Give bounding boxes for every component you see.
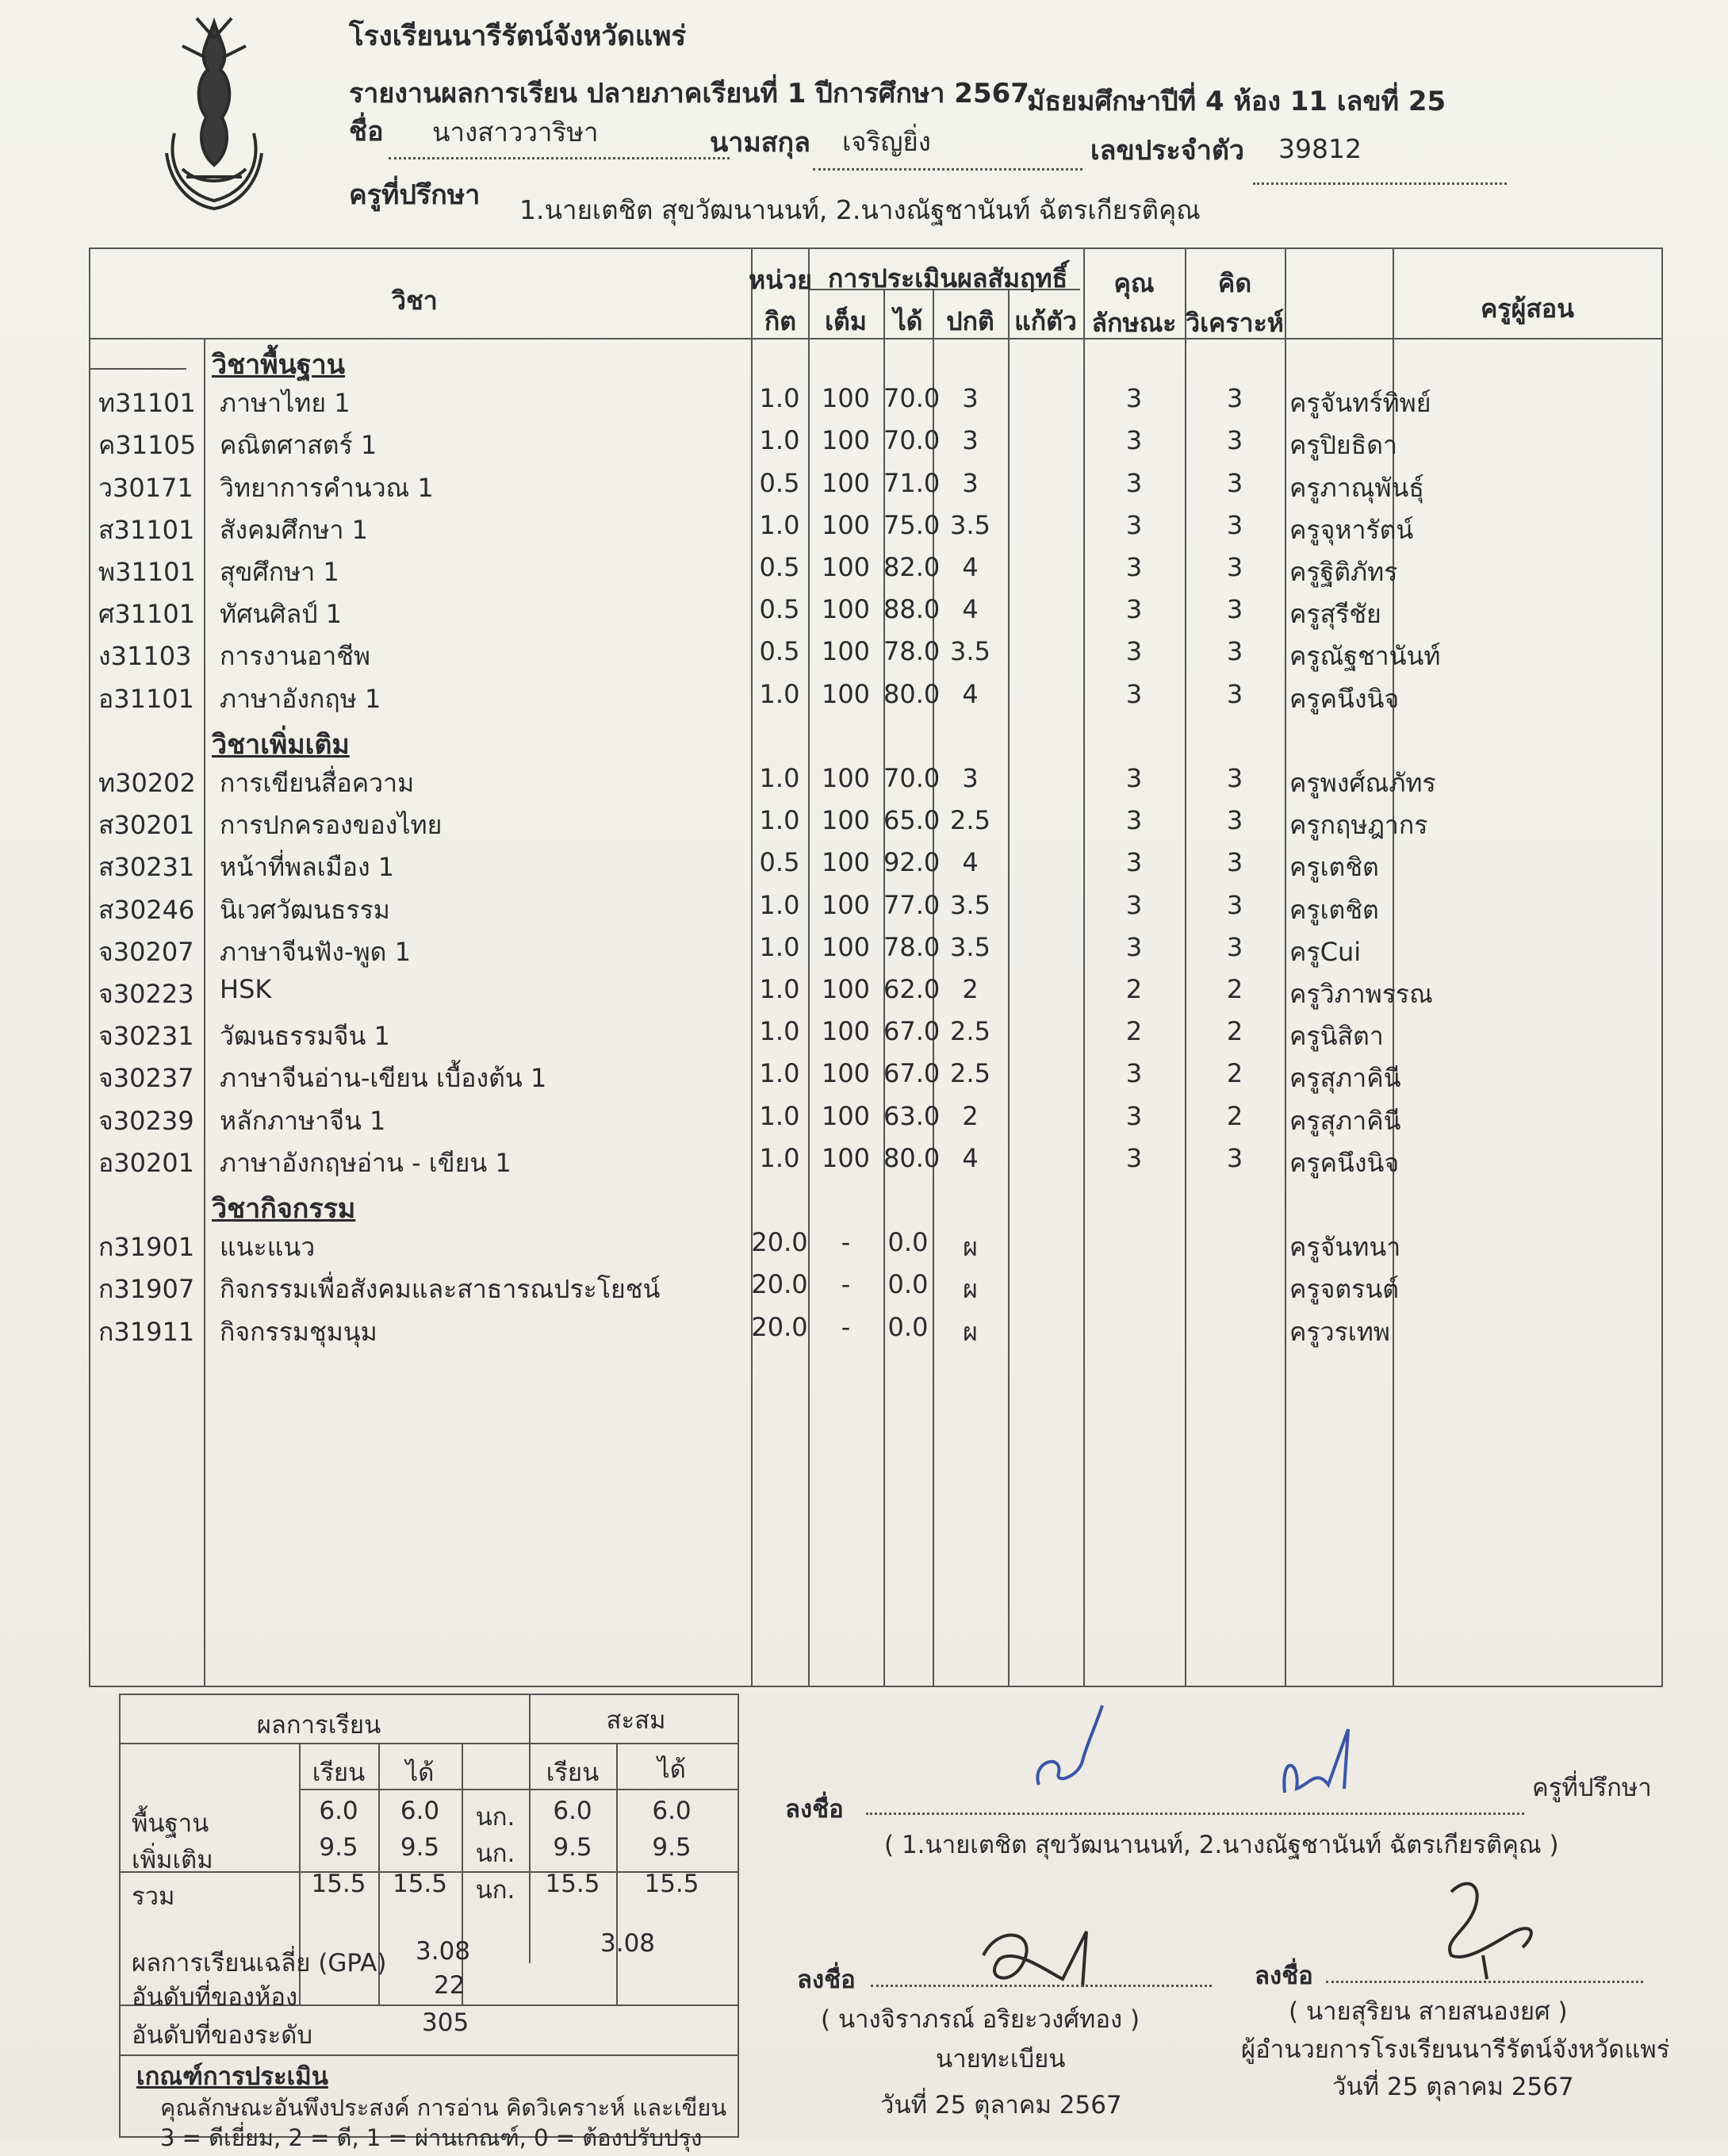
got-score: 92.0 — [883, 847, 941, 878]
full-score: 100 — [821, 763, 871, 793]
advisor-sign-line — [866, 1813, 1524, 1815]
credit-unit: นก. — [475, 1876, 515, 1905]
subject-code: ท31101 — [98, 388, 196, 419]
thinking-score: 3 — [1226, 552, 1243, 582]
grade-value: 2 — [962, 1100, 979, 1131]
subject-name: วัฒนธรรมจีน 1 — [220, 1021, 390, 1052]
earned-credits: 15.5 — [392, 1870, 448, 1898]
credit-unit: นก. — [475, 1803, 515, 1832]
class-rank-label: อันดับที่ของห้อง — [132, 1983, 298, 2012]
full-score: 100 — [821, 974, 871, 1004]
th-subject: วิชา — [392, 286, 438, 316]
subject-name: การงานอาชีพ — [220, 641, 370, 672]
thinking-score: 2 — [1226, 1100, 1243, 1131]
credit-value: 20.0 — [751, 1311, 808, 1342]
full-score: 100 — [821, 1016, 871, 1047]
grade-value: ผ — [963, 1274, 978, 1305]
subject-code: จ30223 — [98, 979, 194, 1009]
full-score: 100 — [821, 1100, 871, 1131]
full-score: 100 — [821, 678, 871, 709]
subject-code: ค31105 — [98, 430, 197, 461]
th-credit-1: หน่วย — [749, 265, 812, 295]
thinking-score: 3 — [1226, 425, 1243, 456]
character-score: 3 — [1125, 594, 1143, 625]
teacher-name: ครูกฤษฎากร — [1289, 810, 1428, 841]
got-score: 0.0 — [887, 1311, 929, 1342]
subject-code: ศ31101 — [98, 599, 196, 630]
th-teacher: ครูผู้สอน — [1481, 293, 1574, 324]
character-score: 3 — [1125, 425, 1143, 456]
grade-value: 2.5 — [950, 1058, 990, 1089]
grade-value: 3.5 — [950, 636, 990, 667]
col-divider — [1008, 289, 1010, 1686]
got-score: 62.0 — [883, 974, 941, 1004]
subject-name: วิทยาการคำนวณ 1 — [220, 472, 434, 503]
teacher-name: ครูจันทร์ทิพย์ — [1289, 388, 1431, 419]
grade-value: 3 — [962, 383, 979, 414]
character-score: 3 — [1125, 805, 1143, 836]
character-score: 2 — [1125, 1016, 1143, 1047]
character-score: 3 — [1125, 1142, 1143, 1173]
subject-name: คณิตศาสตร์ 1 — [220, 430, 377, 461]
subject-name: HSK — [220, 974, 272, 1004]
student-first-name: นางสาววาริษา — [432, 117, 599, 148]
teacher-name: ครูคนึงนิจ — [1289, 683, 1400, 714]
credit-value: 0.5 — [759, 594, 800, 625]
student-surname: เจริญยิ่ง — [842, 126, 931, 157]
teacher-name: ครูวรเทพ — [1289, 1316, 1390, 1347]
subject-code: ท30202 — [98, 768, 196, 798]
cum-earned-credits: 9.5 — [652, 1833, 692, 1862]
name-dotted-line — [389, 157, 730, 159]
subject-code: ส30246 — [98, 894, 195, 925]
teacher-name: ครูจันทนา — [1289, 1232, 1401, 1263]
teacher-name: ครูจตรนต์ — [1289, 1274, 1399, 1305]
cumulative-label: สะสม — [606, 1706, 666, 1735]
character-score: 3 — [1125, 931, 1143, 962]
subject-code: ก31907 — [98, 1274, 195, 1305]
grade-value: 3.5 — [950, 509, 990, 540]
teacher-name: ครูจุหารัตน์ — [1289, 514, 1414, 545]
subject-name: กิจกรรมชุมนุม — [220, 1316, 377, 1347]
cum-got-label: ได้ — [657, 1755, 686, 1784]
full-score: 100 — [821, 1142, 871, 1173]
full-score: 100 — [821, 931, 871, 962]
got-label: ได้ — [405, 1759, 435, 1787]
full-score: 100 — [821, 636, 871, 667]
teacher-name: ครูเตชิต — [1289, 894, 1379, 925]
subject-code: ก31901 — [98, 1232, 195, 1263]
advisor-full-names: ( 1.นายเตชิต สุขวัฒนานนท์, 2.นางณัฐชานันท์ ฉัตรเกียรติคุณ ) — [884, 1831, 1559, 1859]
subject-name: สุขศึกษา 1 — [220, 557, 339, 587]
full-score: 100 — [821, 805, 871, 836]
full-score: 100 — [821, 425, 871, 456]
credit-value: 1.0 — [759, 805, 800, 836]
thinking-score: 3 — [1226, 1142, 1243, 1173]
teacher-name: ครูสุภาคินี — [1289, 1063, 1401, 1094]
grade-value: 2.5 — [950, 805, 990, 836]
teacher-name: ครูพงศ์ณภัทร — [1289, 768, 1436, 798]
summary-row-label: รวม — [132, 1882, 175, 1911]
cum-study-credits: 6.0 — [553, 1797, 592, 1825]
character-score: 3 — [1125, 763, 1143, 793]
teacher-name: ครูภาณุพันธุ์ — [1289, 472, 1424, 503]
character-score: 3 — [1125, 847, 1143, 878]
credit-value: 1.0 — [759, 1142, 800, 1173]
registrar-name: ( นางจิราภรณ์ อริยะวงศ์ทอง ) — [821, 2005, 1140, 2034]
thinking-score: 3 — [1226, 383, 1243, 414]
thinking-score: 3 — [1226, 931, 1243, 962]
grade-value: 3 — [962, 763, 979, 793]
grade-value: ผ — [963, 1316, 978, 1347]
registrar-role: นายทะเบียน — [936, 2045, 1066, 2074]
teacher-name: ครูณัฐชานันท์ — [1289, 641, 1441, 672]
th-got: ได้ — [893, 306, 923, 336]
grade-value: 4 — [962, 1142, 979, 1173]
teacher-name: ครูฐิติภัทร — [1289, 557, 1398, 587]
registrar-date: วันที่ 25 ตุลาคม 2567 — [880, 2091, 1122, 2120]
earned-credits: 9.5 — [400, 1833, 440, 1862]
subject-code: ส30231 — [98, 852, 195, 883]
level-rank-value: 305 — [422, 2008, 469, 2037]
credit-value: 0.5 — [759, 552, 800, 582]
subject-name: นิเวศวัฒนธรรม — [220, 894, 390, 925]
character-score: 3 — [1125, 552, 1143, 582]
grade-value: 3 — [962, 467, 979, 498]
subject-code: ว30171 — [98, 472, 193, 503]
surname-dotted-line — [813, 168, 1082, 171]
credit-value: 1.0 — [759, 425, 800, 456]
th-think-2: วิเคราะห์ — [1186, 308, 1284, 338]
thinking-score: 3 — [1226, 636, 1243, 667]
subject-name: ทัศนศิลป์ 1 — [220, 599, 343, 630]
cum-earned-credits: 15.5 — [644, 1870, 699, 1898]
registrar-signature-image — [967, 1916, 1110, 2003]
thinking-score: 3 — [1226, 467, 1243, 498]
advisor-signatures-image — [1015, 1698, 1396, 1809]
full-score: - — [841, 1311, 851, 1342]
got-score: 77.0 — [883, 889, 941, 920]
grade-value: 4 — [962, 678, 979, 709]
th-fix: แก้ตัว — [1014, 306, 1077, 336]
director-date: วันที่ 25 ตุลาคม 2567 — [1332, 2073, 1574, 2101]
got-score: 0.0 — [887, 1269, 929, 1300]
advisor-names: 1.นายเตชิต สุขวัฒนานนท์, 2.นางณัฐชานันท์ ฉัตรเกียรติคุณ — [519, 194, 1201, 225]
full-score: 100 — [821, 889, 871, 920]
col-divider — [1285, 249, 1286, 1686]
credit-value: 1.0 — [759, 509, 800, 540]
credit-value: 1.0 — [759, 763, 800, 793]
got-score: 67.0 — [883, 1058, 941, 1089]
grade-value: 4 — [962, 594, 979, 625]
advisor-label: ครูที่ปรึกษา — [349, 179, 481, 211]
study-label: เรียน — [312, 1759, 366, 1787]
director-sign-label: ลงชื่อ — [1255, 1962, 1313, 1990]
subject-name: กิจกรรมเพื่อสังคมและสาธารณประโยชน์ — [220, 1274, 661, 1305]
credit-value: 1.0 — [759, 678, 800, 709]
summary-row-label: เพิ่มเติม — [132, 1846, 213, 1874]
credit-value: 1.0 — [759, 974, 800, 1004]
thinking-score: 3 — [1226, 889, 1243, 920]
credit-value: 0.5 — [759, 847, 800, 878]
got-score: 82.0 — [883, 552, 941, 582]
id-dotted-line — [1253, 182, 1507, 185]
character-score: 3 — [1125, 509, 1143, 540]
got-score: 88.0 — [883, 594, 941, 625]
subject-code: ส30201 — [98, 810, 195, 841]
credit-value: 1.0 — [759, 1016, 800, 1047]
teacher-name: ครูสุรีชัย — [1289, 599, 1381, 630]
got-score: 0.0 — [887, 1227, 929, 1258]
full-score: - — [841, 1269, 851, 1300]
subject-code: พ31101 — [98, 557, 196, 587]
full-score: 100 — [821, 383, 871, 414]
section-title: วิชาพื้นฐาน — [212, 349, 346, 381]
cum-study-credits: 9.5 — [553, 1833, 592, 1862]
credit-value: 0.5 — [759, 467, 800, 498]
got-score: 78.0 — [883, 636, 941, 667]
subject-code: ก31911 — [98, 1316, 195, 1347]
registrar-sign-label: ลงชื่อ — [797, 1966, 856, 1994]
subject-code: จ30231 — [98, 1021, 194, 1052]
credit-value: 20.0 — [751, 1227, 808, 1258]
col-divider — [1083, 249, 1085, 1686]
credit-value: 1.0 — [759, 383, 800, 414]
subject-code: อ31101 — [98, 683, 195, 714]
grade-value: 2 — [962, 974, 979, 1004]
thinking-score: 2 — [1226, 1016, 1243, 1047]
director-signature-image — [1420, 1868, 1562, 1987]
got-score: 70.0 — [883, 425, 941, 456]
thinking-score: 3 — [1226, 847, 1243, 878]
col-divider — [751, 249, 753, 1686]
teacher-name: ครูนิสิตา — [1289, 1021, 1384, 1052]
subject-name: ภาษาอังกฤษอ่าน - เขียน 1 — [220, 1147, 512, 1178]
section-title: วิชากิจกรรม — [212, 1193, 356, 1225]
character-score: 3 — [1125, 678, 1143, 709]
grade-value: 2.5 — [950, 1016, 990, 1047]
credit-value: 1.0 — [759, 889, 800, 920]
th-assessment: การประเมินผลสัมฤทธิ์ — [828, 263, 1068, 293]
summary-table — [119, 1694, 739, 2151]
subject-code: จ30237 — [98, 1063, 194, 1094]
advisor-sign-label: ลงชื่อ — [785, 1795, 844, 1824]
teacher-name: ครูเตชิต — [1289, 852, 1379, 883]
credit-value: 1.0 — [759, 931, 800, 962]
credit-value: 0.5 — [759, 636, 800, 667]
teacher-name: ครูคนึงนิจ — [1289, 1147, 1400, 1178]
credit-value: 1.0 — [759, 1058, 800, 1089]
earned-credits: 6.0 — [400, 1797, 440, 1825]
cum-earned-credits: 6.0 — [652, 1797, 692, 1825]
study-credits: 9.5 — [319, 1833, 358, 1862]
study-credits: 15.5 — [311, 1870, 366, 1898]
col-divider — [204, 338, 205, 1686]
credit-value: 20.0 — [751, 1269, 808, 1300]
got-score: 70.0 — [883, 383, 941, 414]
grades-table — [89, 247, 1663, 1687]
credit-unit: นก. — [475, 1840, 515, 1868]
th-credit-2: กิต — [764, 306, 797, 336]
subject-code: ง31103 — [98, 641, 192, 672]
name-label: ชื่อ — [349, 116, 384, 148]
character-score: 3 — [1125, 636, 1143, 667]
got-score: 78.0 — [883, 931, 941, 962]
full-score: 100 — [821, 467, 871, 498]
results-label: ผลการเรียน — [256, 1711, 381, 1740]
got-score: 65.0 — [883, 805, 941, 836]
thinking-score: 3 — [1226, 509, 1243, 540]
thinking-score: 3 — [1226, 678, 1243, 709]
character-score: 3 — [1125, 383, 1143, 414]
director-role: ผู้อำนวยการโรงเรียนนารีรัตน์จังหวัดแพร่ — [1241, 2035, 1670, 2064]
criteria-line-1: คุณลักษณะอันพึงประสงค์ การอ่าน คิดวิเคราะห์ และเขียน — [160, 2094, 727, 2121]
summary-row-label: พื้นฐาน — [132, 1809, 209, 1838]
school-emblem-logo — [151, 14, 278, 213]
summary-line — [121, 1743, 738, 1744]
cum-study-credits: 15.5 — [545, 1870, 600, 1898]
gpa-label: ผลการเรียนเฉลี่ย (GPA) — [132, 1949, 387, 1978]
student-id: 39812 — [1278, 133, 1362, 164]
full-score: 100 — [821, 594, 871, 625]
got-score: 80.0 — [883, 678, 941, 709]
subject-code: จ30239 — [98, 1105, 194, 1136]
got-score: 75.0 — [883, 509, 941, 540]
grade-value: 3 — [962, 425, 979, 456]
col-divider — [1185, 249, 1186, 1686]
cum-study-label: เรียน — [546, 1759, 600, 1787]
surname-label: นามสกุล — [710, 127, 810, 159]
character-score: 3 — [1125, 1100, 1143, 1131]
character-score: 2 — [1125, 974, 1143, 1004]
grade-value: 3.5 — [950, 889, 990, 920]
subject-name: แนะแนว — [220, 1232, 316, 1263]
subject-name: สังคมศึกษา 1 — [220, 514, 368, 545]
subject-name: หน้าที่พลเมือง 1 — [220, 852, 395, 883]
thinking-score: 3 — [1226, 805, 1243, 836]
got-score: 70.0 — [883, 763, 941, 793]
class-rank-value: 22 — [434, 1971, 466, 2000]
student-id-label: เลขประจำตัว — [1090, 135, 1244, 167]
teacher-name: ครูสุภาคินี — [1289, 1105, 1401, 1136]
th-full: เต็ม — [825, 306, 867, 336]
director-name: ( นายสุริยน สายสนองยศ ) — [1289, 1997, 1568, 2026]
subject-code: อ30201 — [98, 1147, 195, 1178]
th-normal: ปกติ — [946, 306, 994, 336]
character-score: 3 — [1125, 1058, 1143, 1089]
study-credits: 6.0 — [319, 1797, 358, 1825]
teacher-name: ครูวิภาพรรณ — [1289, 979, 1433, 1009]
credit-value: 1.0 — [759, 1100, 800, 1131]
got-score: 71.0 — [883, 467, 941, 498]
subject-name: การเขียนสื่อความ — [220, 768, 415, 798]
col-divider — [808, 249, 810, 1686]
grade-info: มัธยมศึกษาปีที่ 4 ห้อง 11 เลขที่ 25 — [1027, 86, 1446, 117]
grade-value: 3.5 — [950, 931, 990, 962]
subject-name: ภาษาอังกฤษ 1 — [220, 683, 381, 714]
subject-code: ส31101 — [98, 514, 195, 545]
advisor-role: ครูที่ปรึกษา — [1532, 1774, 1652, 1802]
full-score: 100 — [821, 847, 871, 878]
teacher-name: ครูปิยธิดา — [1289, 430, 1397, 461]
thinking-score: 2 — [1226, 974, 1243, 1004]
th-think-1: คิด — [1217, 268, 1252, 298]
subject-name: ภาษาไทย 1 — [220, 388, 351, 419]
subject-name: ภาษาจีนฟัง-พูด 1 — [220, 936, 411, 967]
registrar-sign-line — [871, 1985, 1212, 1987]
got-score: 80.0 — [883, 1142, 941, 1173]
grade-value: 4 — [962, 552, 979, 582]
full-score: 100 — [821, 509, 871, 540]
section-title: วิชาเพิ่มเติม — [212, 728, 350, 761]
th-char-1: คุณ — [1113, 268, 1155, 298]
school-name: โรงเรียนนารีรัตน์จังหวัดแพร่ — [349, 21, 687, 52]
subject-name: การปกครองของไทย — [220, 810, 443, 841]
gpa-value: 3.08 — [416, 1937, 471, 1966]
criteria-label: เกณฑ์การประเมิน — [136, 2062, 328, 2091]
character-score: 3 — [1125, 889, 1143, 920]
thinking-score: 3 — [1226, 594, 1243, 625]
thinking-score: 2 — [1226, 1058, 1243, 1089]
subject-name: หลักภาษาจีน 1 — [220, 1105, 386, 1136]
full-score: - — [841, 1227, 851, 1258]
code-col-line — [90, 368, 186, 370]
subject-code: จ30207 — [98, 936, 194, 967]
subject-name: ภาษาจีนอ่าน-เขียน เบื้องต้น 1 — [220, 1063, 547, 1094]
full-score: 100 — [821, 552, 871, 582]
cum-gpa-value: 3.08 — [600, 1929, 656, 1958]
level-rank-label: อันดับที่ของระดับ — [132, 2021, 313, 2050]
grade-value: ผ — [963, 1232, 978, 1263]
teacher-name: ครูCui — [1289, 936, 1362, 967]
full-score: 100 — [821, 1058, 871, 1089]
character-score: 3 — [1125, 467, 1143, 498]
report-title: รายงานผลการเรียน ปลายภาคเรียนที่ 1 ปีการศึกษา 2567 — [349, 78, 1029, 109]
got-score: 63.0 — [883, 1100, 941, 1131]
thinking-score: 3 — [1226, 763, 1243, 793]
th-char-2: ลักษณะ — [1091, 308, 1177, 338]
got-score: 67.0 — [883, 1016, 941, 1047]
criteria-line-2: 3 = ดีเยี่ยม, 2 = ดี, 1 = ผ่านเกณฑ์, 0 = ต้องปรับปรุง — [160, 2124, 703, 2151]
grade-value: 4 — [962, 847, 979, 878]
director-sign-line — [1326, 1981, 1643, 1983]
